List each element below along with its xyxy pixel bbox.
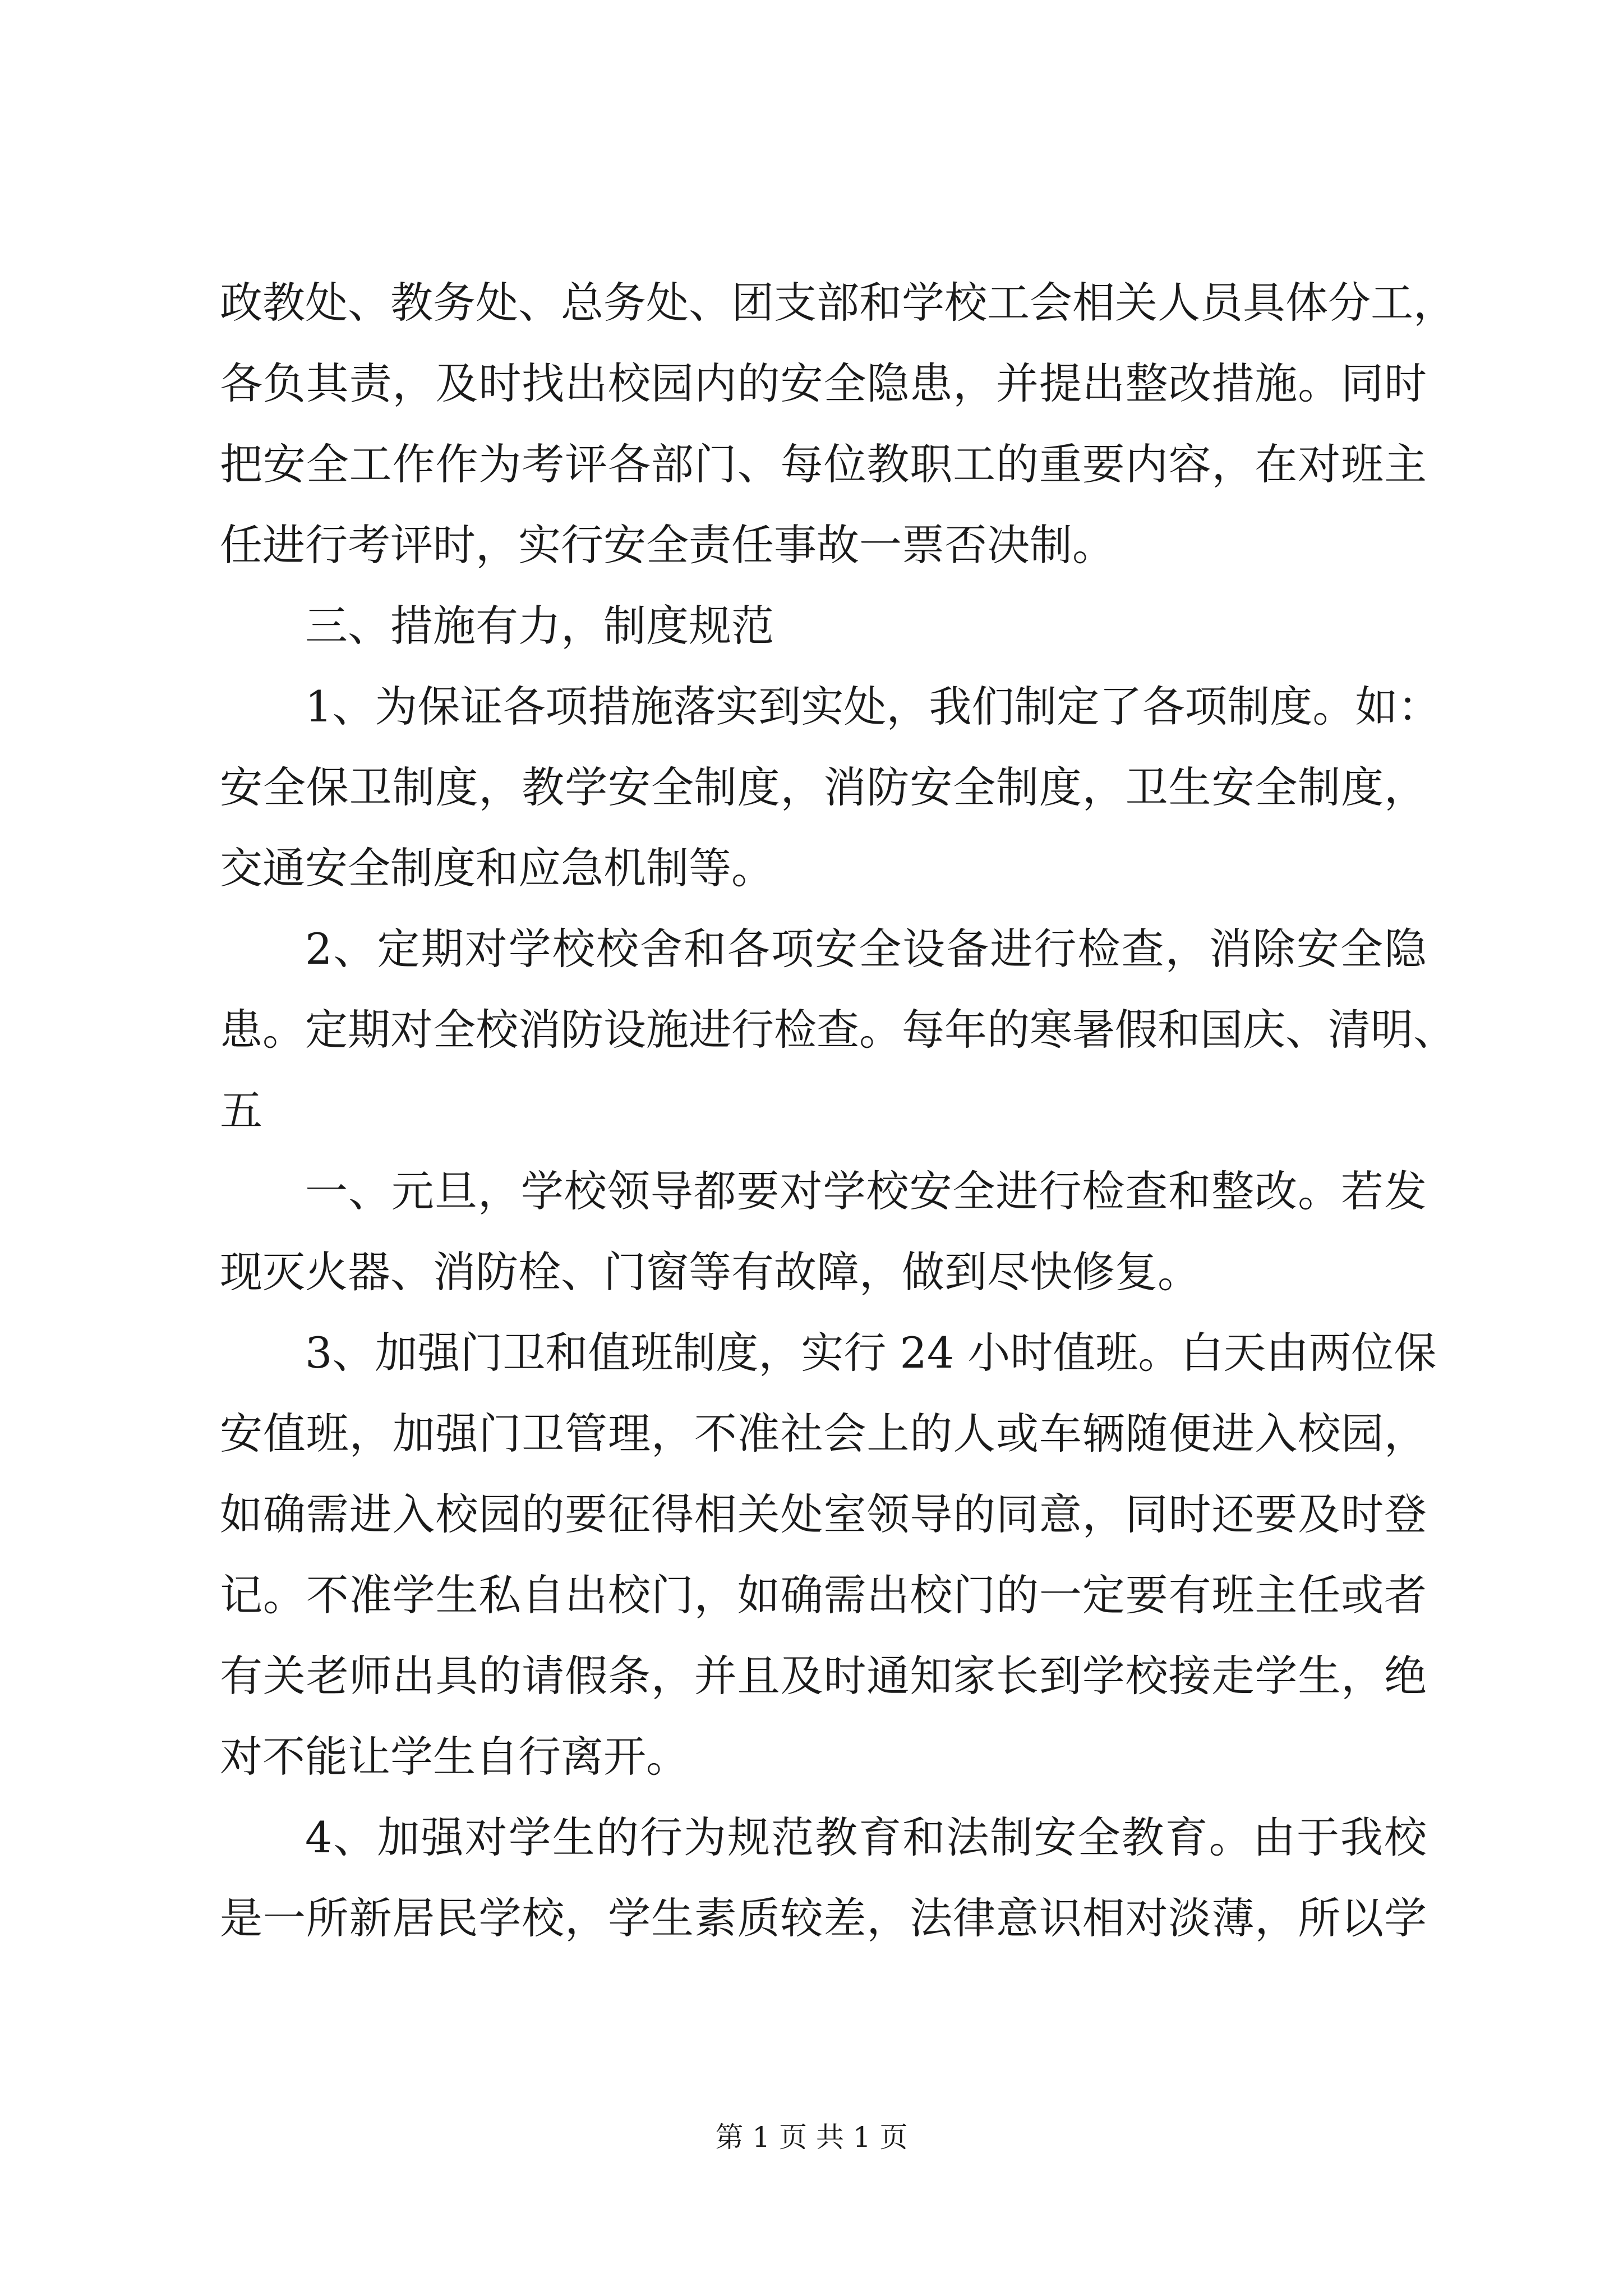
text-line: 是一所新居民学校，学生素质较差，法律意识相对淡薄，所以学 <box>220 1893 1427 1943</box>
text-line: 交通安全制度和应急机制等。 <box>220 843 774 893</box>
text-line: 对不能让学生自行离开。 <box>220 1732 689 1782</box>
section-heading: 三、措施有力，制度规范 <box>305 601 774 651</box>
text-line: 政教处、教务处、总务处、团支部和学校工会相关人员具体分工， <box>220 278 1456 328</box>
text-line: 安值班，加强门卫管理，不准社会上的人或车辆随便进入校园， <box>220 1409 1427 1458</box>
text-line: 把安全工作作为考评各部门、每位教职工的重要内容，在对班主 <box>220 439 1427 489</box>
text-line: 1、为保证各项措施落实到实处，我们制定了各项制度。如： <box>305 682 1441 731</box>
text-line: 一、元旦，学校领导都要对学校安全进行检查和整改。若发 <box>305 1166 1427 1216</box>
text-line: 2、定期对学校校舍和各项安全设备进行检查，消除安全隐 <box>305 924 1427 974</box>
text-line: 各负其责，及时找出校园内的安全隐患，并提出整改措施。同时 <box>220 358 1427 408</box>
page-footer <box>0 2118 1623 2157</box>
text-line: 如确需进入校园的要征得相关处室领导的同意，同时还要及时登 <box>220 1489 1427 1539</box>
text-line: 任进行考评时，实行安全责任事故一票否决制。 <box>220 520 1115 570</box>
text-line: 安全保卫制度，教学安全制度，消防安全制度，卫生安全制度， <box>220 762 1427 812</box>
text-line: 现灭火器、消防栓、门窗等有故障，做到尽快修复。 <box>220 1247 1200 1297</box>
text-line: 患。定期对全校消防设施进行检查。每年的寒暑假和国庆、清明、 <box>220 1005 1456 1055</box>
text-line: 4、加强对学生的行为规范教育和法制安全教育。由于我校 <box>305 1812 1427 1862</box>
text-line: 有关老师出具的请假条，并且及时通知家长到学校接走学生，绝 <box>220 1651 1427 1701</box>
text-line: 3、加强门卫和值班制度，实行 24 小时值班。白天由两位保 <box>305 1328 1437 1378</box>
page-number-label: 第 1 页 共 1 页 <box>715 2121 908 2154</box>
text-line: 记。不准学生私自出校门，如确需出校门的一定要有班主任或者 <box>220 1570 1427 1620</box>
text-line: 五 <box>220 1085 262 1135</box>
document-body <box>220 263 1456 1959</box>
